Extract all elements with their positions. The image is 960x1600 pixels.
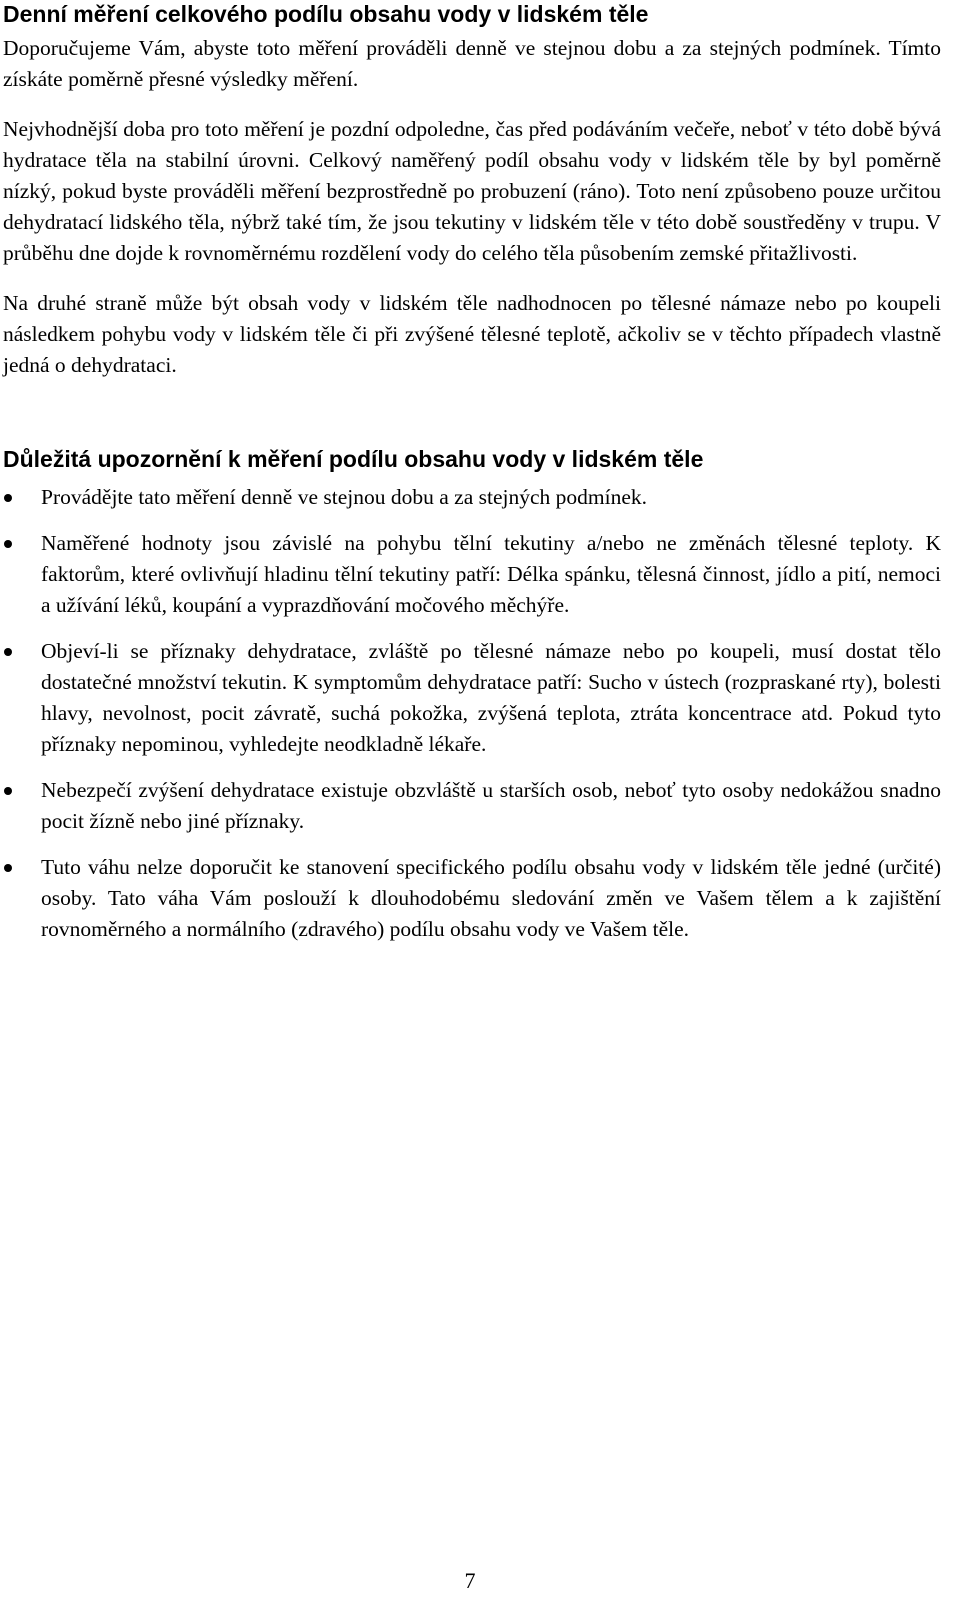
list-item-text: Tuto váhu nelze doporučit ke stanovení specifického podílu obsahu vody v lidském těle jedné (určité) osoby. Tato váha Vám poslouží k dlouhodobému sledování změn ve Vašem tělem a k zajištění rovnoměrného a normálního (zdravého) podílu obsahu vody ve Vašem těle.: [41, 855, 941, 941]
paragraph-overestimation: Na druhé straně může být obsah vody v lidském těle nadhodnocen po tělesné námaze nebo po koupeli následkem pohybu vody v lidském těle či při zvýšené tělesné teplotě, ačkoliv se v těchto případech vlastně jedná o dehydrataci.: [3, 291, 941, 377]
bullet-icon: [4, 787, 12, 795]
bullet-icon: [4, 864, 12, 872]
list-item: [3, 636, 941, 760]
paragraph-recommendation: Doporučujeme Vám, abyste toto měření prováděli denně ve stejnou dobu a za stejných podmínek. Tímto získáte poměrně přesné výsledky měření.: [3, 36, 941, 91]
list-item: [3, 482, 941, 513]
section-heading-important-notes: Důležitá upozornění k měření podílu obsahu vody v lidském těle: [3, 446, 704, 472]
important-notes-list: [3, 482, 941, 945]
list-item-text: Provádějte tato měření denně ve stejnou dobu a za stejných podmínek.: [41, 485, 647, 509]
list-item: [3, 775, 941, 837]
list-item-text: Objeví-li se příznaky dehydratace, zvláště po tělesné námaze nebo po koupeli, musí dostat tělo dostatečné množství tekutin. K symptomům dehydratace patří: Sucho v ústech (rozpraskané rty), bolesti hlavy, nevolnost, pocit závratě, suchá pokožka, zvýšená teplota, ztráta koncentrace atd. Pokud tyto příznaky nepominou, vyhledejte neodkladně lékaře.: [41, 639, 941, 756]
list-item-text: Nebezpečí zvýšení dehydratace existuje obzvláště u starších osob, neboť tyto osoby nedokážou snadno pocit žízně nebo jiné příznaky.: [41, 778, 941, 833]
bullet-icon: [4, 648, 12, 656]
paragraph-best-time: Nejvhodnější doba pro toto měření je pozdní odpoledne, čas před podáváním večeře, neboť v této době bývá hydratace těla na stabilní úrovni. Celkový naměřený podíl obsahu vody v lidském těle by byl poměrně nízký, pokud byste prováděli měření bezprostředně po probuzení (ráno). Toto není způsobeno pouze určitou dehydratací lidského těla, nýbrž také tím, že jsou tekutiny v lidském těle v této době soustředěny v trupu. V průběhu dne dojde k rovnoměrnému rozdělení vody do celého těla působením zemské přitažlivosti.: [3, 117, 941, 265]
bullet-icon: [4, 540, 12, 548]
list-item: [3, 528, 941, 621]
list-item-text: Naměřené hodnoty jsou závislé na pohybu tělní tekutiny a/nebo ne změnách tělesné teploty. K faktorům, které ovlivňují hladinu tělní tekutiny patří: Délka spánku, tělesná činnost, jídlo a pití, nemoci a užívání léků, koupání a vyprazdňování močového měchýře.: [41, 531, 941, 617]
bullet-icon: [4, 494, 12, 502]
section-heading-daily-measurement: Denní měření celkového podílu obsahu vody v lidském těle: [3, 1, 649, 27]
document-page: [3, 0, 941, 945]
list-item: [3, 852, 941, 945]
page-number: 7: [464, 1568, 476, 1593]
